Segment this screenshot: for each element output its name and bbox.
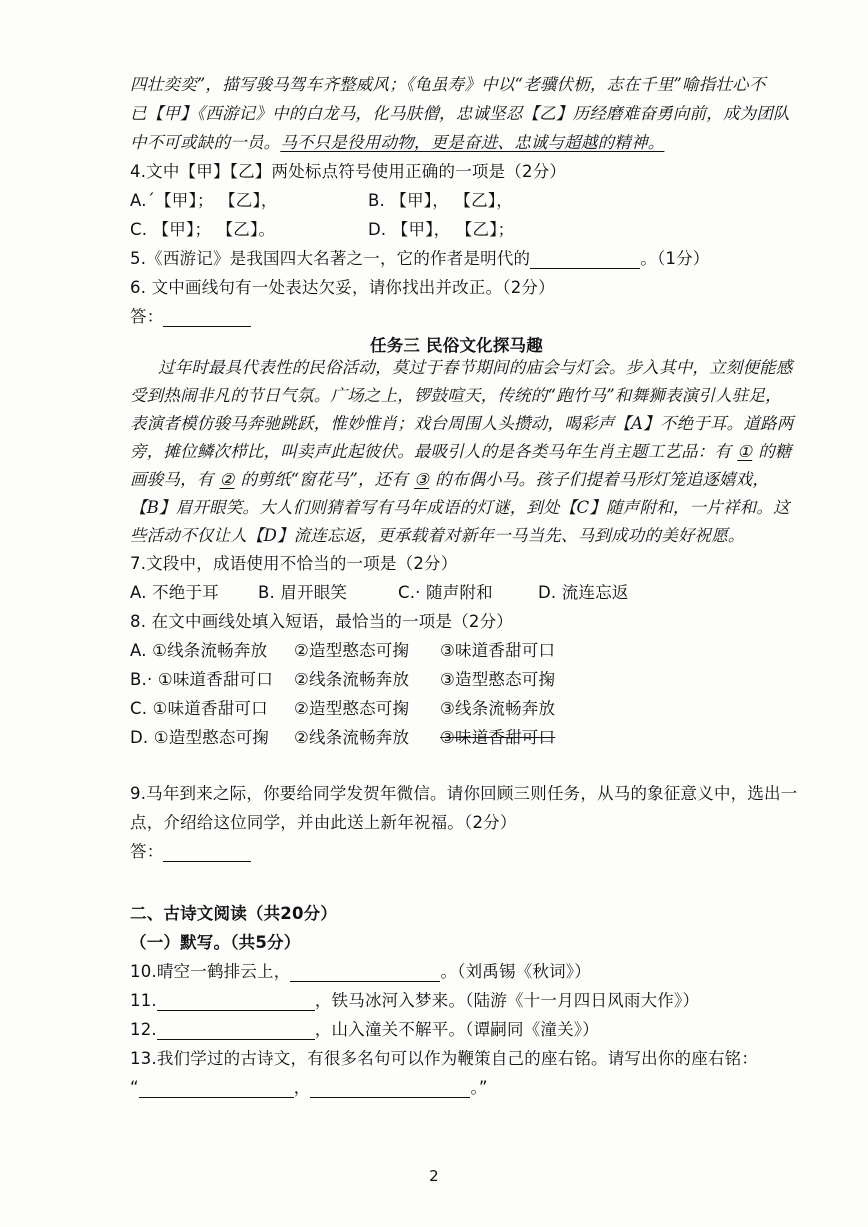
blank-marker-1: ① <box>737 442 753 461</box>
q8-a-part-2: ②造型憨态可掬 <box>294 641 410 660</box>
q11-number: 11. <box>130 991 157 1010</box>
question-9-answer <box>130 842 778 862</box>
task3-para-line-5 <box>130 470 778 490</box>
underlined-sentence: 马不只是役用动物，更是奋进、忠诚与超越的精神。 <box>280 133 665 152</box>
task3-para-line-5-b: 的剪纸“窗花马”，还有 <box>240 470 409 489</box>
q7-option-b[interactable]: B. 眉开眼笑 <box>258 583 348 602</box>
q5-answer-blank[interactable] <box>530 252 640 269</box>
task3-para-line-4 <box>130 442 792 462</box>
q11-answer-blank[interactable] <box>157 994 315 1011</box>
section-2-title: 二、古诗文阅读（共20分） <box>130 904 338 923</box>
task3-para-line-4-tail: 的糖 <box>758 442 792 461</box>
q4-option-c[interactable]: C. 【甲】； 【乙】。 <box>130 220 276 239</box>
q7-option-c[interactable]: C.· 随声附和 <box>398 583 493 602</box>
question-4-stem: 4.文中【甲】【乙】两处标点符号使用正确的一项是（2分） <box>130 162 567 181</box>
passage-line-2: 已【甲】《西游记》中的白龙马，化马肤僧，忠诚坚忍【乙】历经磨难奋勇向前，成为团队 <box>130 104 790 123</box>
q8-d-part-2: ②线条流畅奔放 <box>294 728 410 747</box>
q4-option-b[interactable]: B. 【甲】， 【乙】， <box>368 191 513 210</box>
q6-answer-blank[interactable] <box>163 310 251 327</box>
section-2-subtitle: （一）默写。（共5分） <box>130 933 301 952</box>
q5-text: 5.《西游记》是我国四大名著之一，它的作者是明代的 <box>130 249 531 268</box>
q13-close-quote: 。” <box>470 1078 488 1097</box>
q8-b-part-2: ②线条流畅奔放 <box>294 670 410 689</box>
page-number: 2 <box>429 1167 439 1185</box>
q7-option-d[interactable]: D. 流连忘返 <box>538 583 629 602</box>
q8-b-part-3: ③造型憨态可掬 <box>440 670 556 689</box>
task3-para-line-5-a: 画骏马，有 <box>130 470 214 489</box>
q8-c-part-1: C. ①味道香甜可口 <box>130 699 268 718</box>
q8-a-part-1: A. ①线条流畅奔放 <box>130 641 268 660</box>
question-10 <box>130 962 778 982</box>
task3-para-line-2: 受到热闹非凡的节日气氛。广场之上，锣鼓喧天，传统的“跑竹马”和舞狮表演引人驻足， <box>130 386 782 405</box>
q11-text: ，铁马冰河入梦来。（陆游《十一月四日风雨大作》） <box>314 991 700 1010</box>
q13-answer-blank-1[interactable] <box>139 1081 294 1098</box>
q7-option-a[interactable]: A. 不绝于耳 <box>130 583 219 602</box>
q9-answer-label: 答： <box>130 842 164 861</box>
task3-para-line-6: 【B】眉开眼笑。大人们则猜着写有马年成语的灯谜，到处【C】随声附和，一片祥和。这 <box>130 498 790 517</box>
q8-c-part-3: ③线条流畅奔放 <box>440 699 556 718</box>
question-6-answer <box>130 307 778 327</box>
task3-para-line-3: 表演者模仿骏马奔驰跳跃，惟妙惟肖；戏台周围人头攒动，喝彩声【A】不绝于耳。道路两 <box>130 414 794 433</box>
q12-answer-blank[interactable] <box>157 1023 315 1040</box>
question-11 <box>130 991 778 1011</box>
q10-answer-blank[interactable] <box>290 965 440 982</box>
passage-line-1: 四壮奕奕”，描写骏马驾车齐整威风；《龟虽寿》中以“老骥伏枥，志在千里”喻指壮心不 <box>130 75 766 94</box>
question-13-answer <box>130 1078 778 1098</box>
task3-para-line-5-c: 的布偶小马。孩子们提着马形灯笼追逐嬉戏， <box>435 470 770 489</box>
question-6-stem: 6. 文中画线句有一处表达欠妥，请你找出并改正。（2分） <box>130 278 555 297</box>
question-12 <box>130 1020 778 1040</box>
q5-score: 。（1分） <box>640 249 710 268</box>
q8-d-part-3: ③味道香甜可口 <box>440 728 556 747</box>
passage-line-3-text: 中不可或缺的一员。 <box>130 133 281 152</box>
q13-answer-blank-2[interactable] <box>310 1081 470 1098</box>
task-3-title: 任务三 民俗文化探马趣 <box>370 336 543 355</box>
blank-marker-3: ③ <box>414 470 430 489</box>
q4-option-a[interactable]: A.´【甲】； 【乙】， <box>130 191 278 210</box>
q8-b-part-1: B.· ①味道香甜可口 <box>130 670 274 689</box>
q12-text: ，山入潼关不解平。（谭嗣同《潼关》） <box>314 1020 599 1039</box>
task3-para-line-4-text: 旁，摊位鳞次栉比，叫卖声此起彼伏。最吸引人的是各类马年生肖主题工艺品：有 <box>130 442 732 461</box>
question-7-stem: 7.文段中，成语使用不恰当的一项是（2分） <box>130 554 458 573</box>
question-13-stem: 13.我们学过的古诗文，有很多名句可以作为鞭策自己的座右铭。请写出你的座右铭： <box>130 1049 759 1068</box>
q10-source: 。（刘禹锡《秋词》） <box>440 962 591 981</box>
q8-a-part-3: ③味道香甜可口 <box>440 641 556 660</box>
passage-line-3 <box>130 133 778 153</box>
blank-marker-2: ② <box>219 470 235 489</box>
question-5 <box>130 249 778 269</box>
question-9-line-1: 9.马年到来之际，你要给同学发贺年微信。请你回顾三则任务，从马的象征意义中，选出一 <box>130 784 798 803</box>
q12-number: 12. <box>130 1020 157 1039</box>
q13-comma: ， <box>293 1078 311 1097</box>
task3-para-line-7: 些活动不仅让人【D】流连忘返，更承载着对新年一马当先、马到成功的美好祝愿。 <box>130 526 745 545</box>
question-9-line-2: 点，介绍给这位同学，并由此送上新年祝福。（2分） <box>130 813 517 832</box>
q9-answer-blank[interactable] <box>163 845 251 862</box>
q10-text: 10.晴空一鹤排云上， <box>130 962 291 981</box>
task3-para-line-1: 过年时最具代表性的民俗活动，莫过于春节期间的庙会与灯会。步入其中，立刻便能感 <box>158 358 793 377</box>
q4-option-d[interactable]: D. 【甲】， 【乙】； <box>368 220 515 239</box>
q6-answer-label: 答： <box>130 307 164 326</box>
q8-d-part-1: D. ①造型憨态可掬 <box>130 728 269 747</box>
q8-c-part-2: ②造型憨态可掬 <box>294 699 410 718</box>
question-8-stem: 8. 在文中画线处填入短语，最恰当的一项是（2分） <box>130 612 513 631</box>
q13-open-quote: “ <box>130 1078 139 1097</box>
